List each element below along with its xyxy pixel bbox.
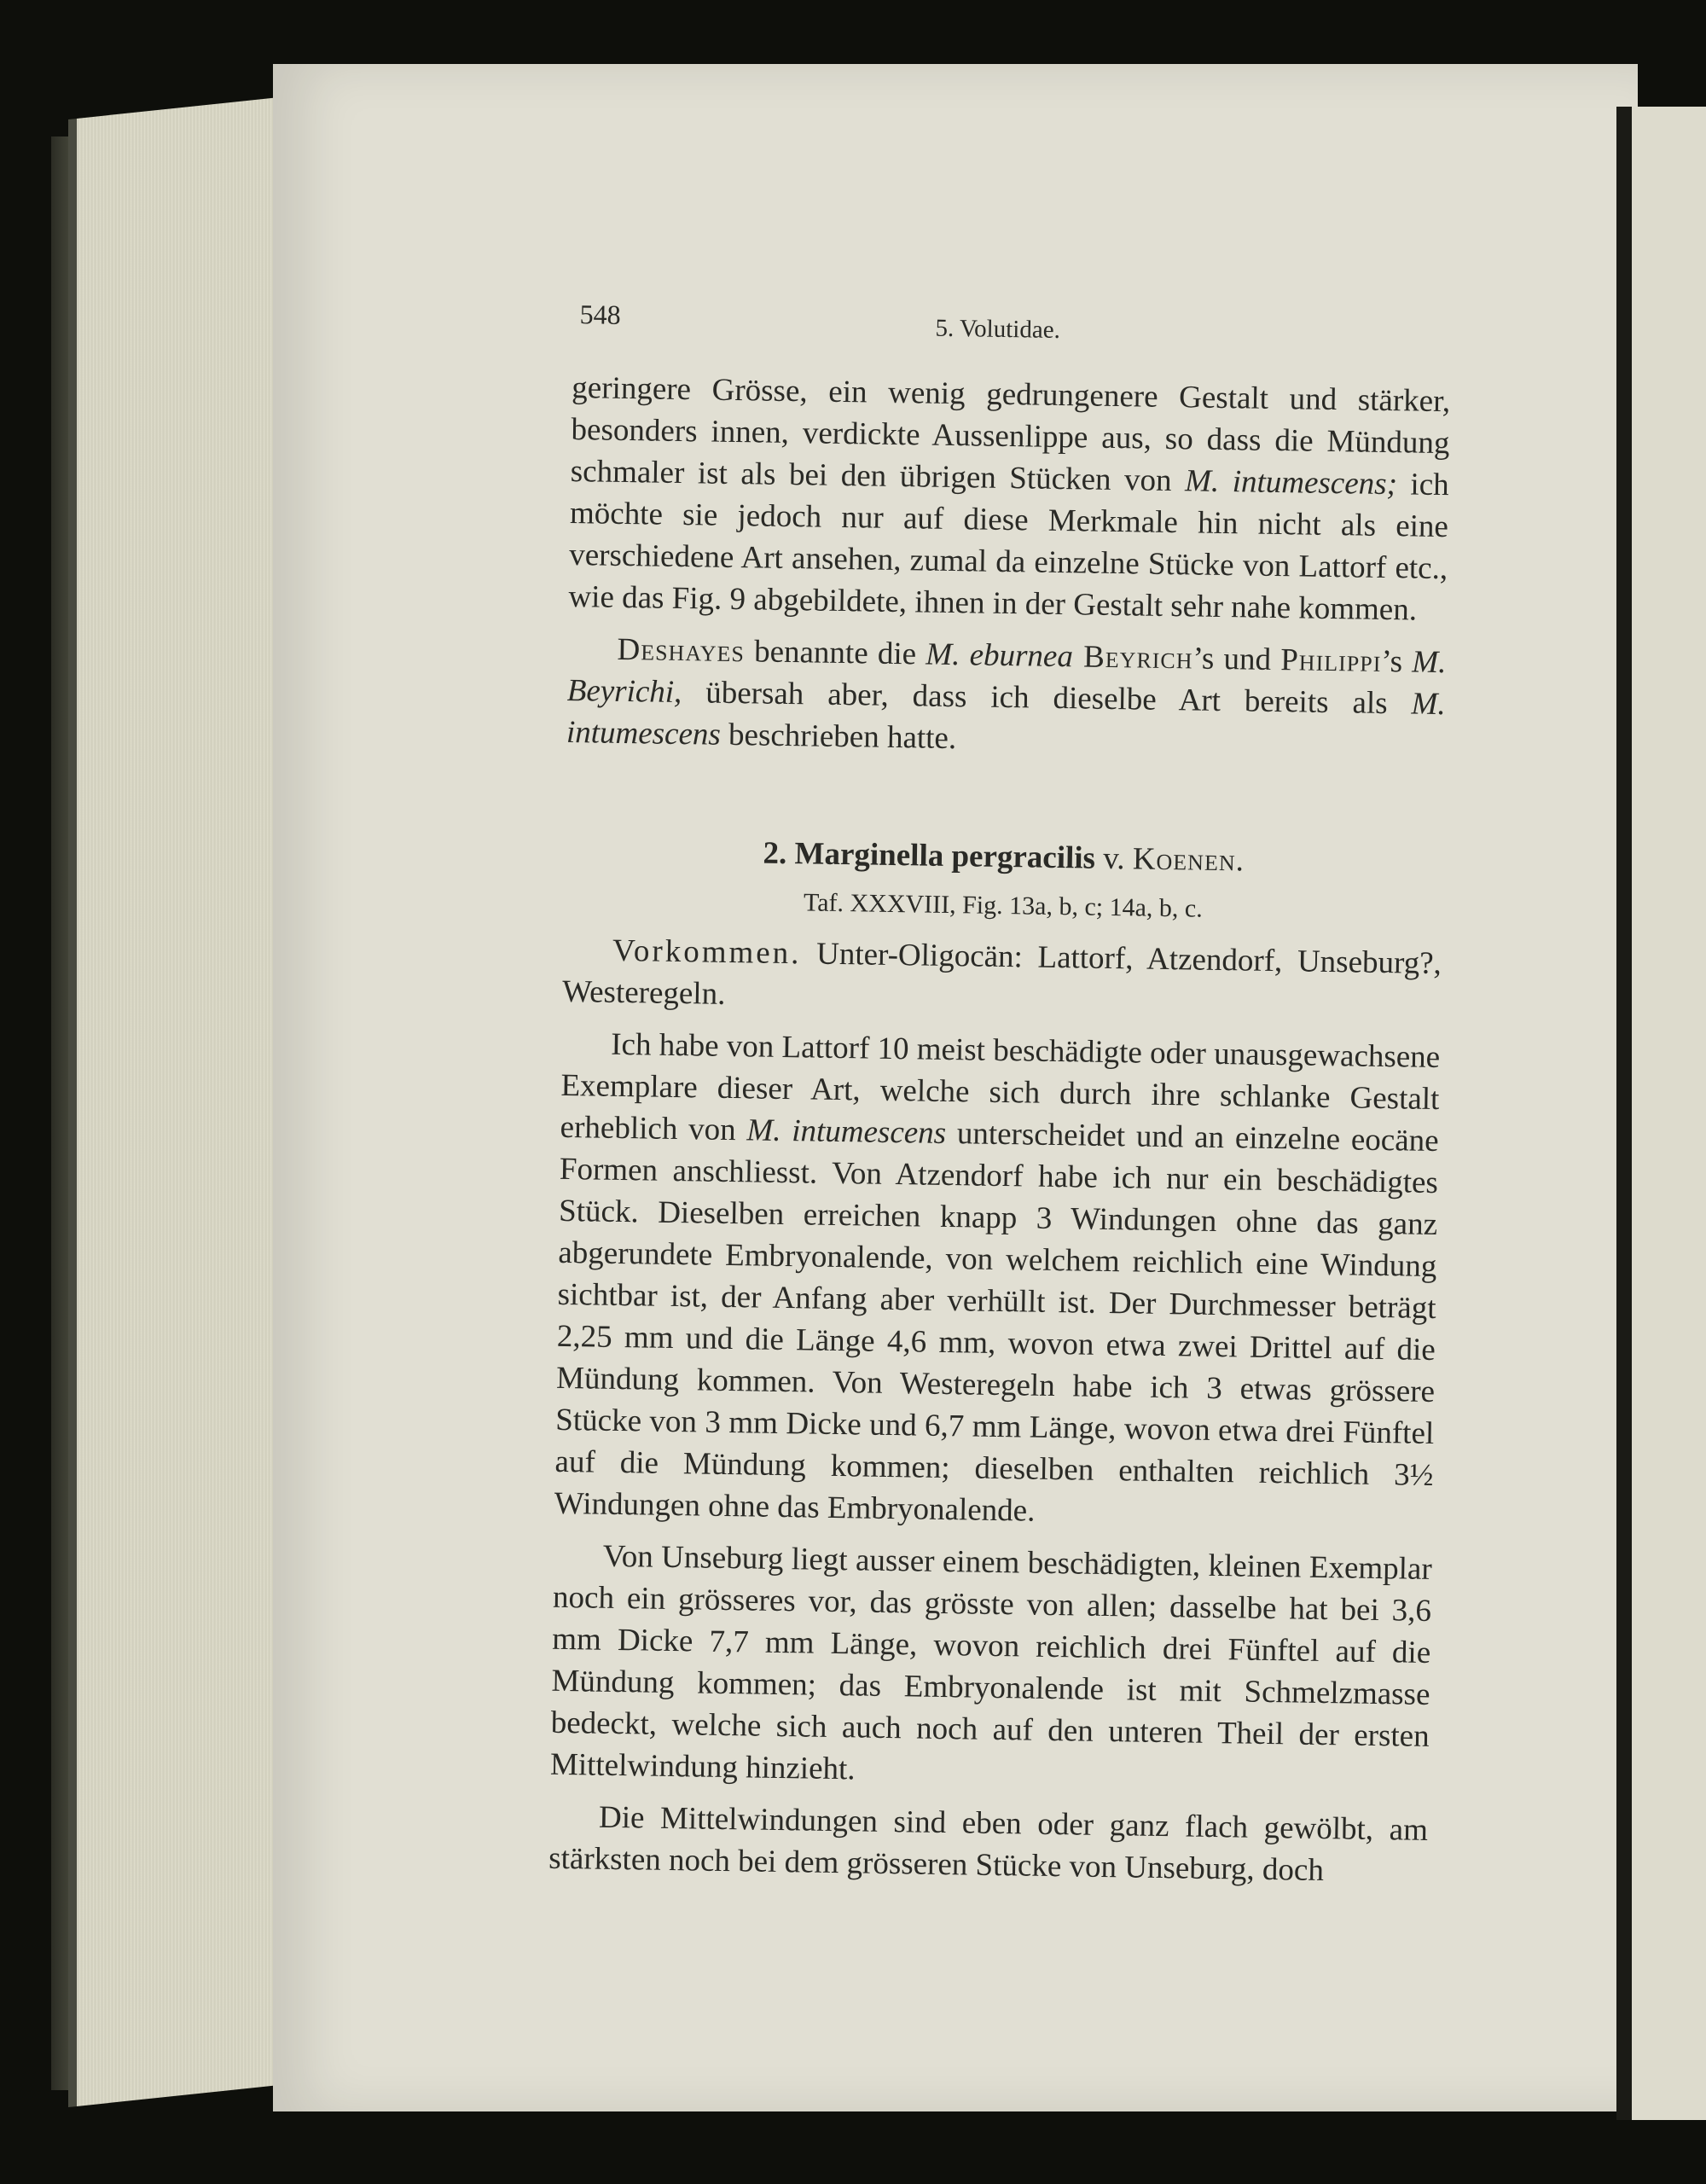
right-page-edge: [1616, 107, 1706, 2120]
page-number: 548: [579, 299, 621, 330]
text-run: übersah aber, dass ich dieselbe Art bereits als: [682, 675, 1412, 722]
text-run: beschrieben hatte.: [720, 717, 957, 757]
text-run: ’s und: [1192, 641, 1281, 678]
plate-reference: Taf. XXXVIII, Fig. 13a, b, c; 14a, b, c.: [803, 888, 1204, 923]
paragraph-lattorf: [554, 1023, 1440, 1538]
vorkommen-label: Vorkommen.: [612, 932, 802, 972]
paragraph-deshayes: [566, 628, 1447, 767]
text-run: unterscheidet und an einzelne eocäne Formen anschliesst. Von Atzendorf habe ich nur ein beschädigtes Stück. Dieselben erreichen knapp 3 Windungen ohne das ganz abgerundete Embryonalende, von welchem reichlich eine Windung sichtbar ist, der Anfang aber verhüllt ist. Der Durchmesser beträgt 2,25 mm und die Länge 4,6 mm, wovon etwa zwei Drittel auf die Mündung kommen. Von Westeregeln habe ich 3 etwas grössere Stücke von 3 mm Dicke und 6,7 mm Länge, wovon etwa drei Fünftel auf die Mündung kommen; dieselben enthalten reichlich 3½ Windungen ohne das Embryonalende.: [554, 1115, 1439, 1529]
text-run: ich möchte sie jedoch nur auf diese Merkmale hin nicht als eine verschiedene Art ansehen, zumal da einzelne Stücke von Lattorf etc., wie das Fig. 9 abgebildete, ihnen in der Gestalt sehr nahe kommen.: [568, 467, 1449, 628]
section-title: [564, 828, 1443, 886]
paragraph-unseburg: Von Unseburg liegt ausser einem beschädigten, kleinen Exemplar noch ein grösseres vor, das grösste von allen; dasselbe hat bei 3,6 mm Dicke 7,7 mm Länge, wovon reichlich drei Fünftel auf die Mündung kommen; das Embryonalende ist mit Schmelzmasse bedeckt, welche sich auch noch auf den unteren Theil der ersten Mittelwindung hinzieht.: [549, 1538, 1433, 1787]
species-name: M. intumescens: [746, 1112, 947, 1151]
species-name: M. Beyrichi,: [566, 644, 1447, 711]
species-name: M. intumescens: [566, 686, 1446, 752]
author-name: Koenen.: [1132, 841, 1245, 879]
author-prefix: v.: [1094, 840, 1134, 877]
species-name: M. intumescens;: [1184, 463, 1398, 502]
text-run: Unter-Oligocän: Lattorf, Atzendorf, Unseburg?, Westeregeln.: [561, 936, 1442, 1012]
author-name: Deshayes: [617, 631, 746, 670]
species-name: M. eburnea: [926, 636, 1074, 675]
paragraph-vorkommen: [562, 929, 1442, 1026]
section-number: 2.: [763, 835, 787, 872]
text-run: ’s: [1381, 643, 1413, 680]
species-title: Marginella pergracilis: [794, 836, 1096, 876]
author-name: Beyrich: [1072, 639, 1193, 677]
text-run: geringere Grösse, ein wenig gedrungenere Gestalt und stärker, besonders innen, verdickte Aussenlippe aus, so dass die Mündung schmaler ist als bei den übrigen Stücken von: [570, 369, 1451, 499]
paragraph-continuation: [568, 367, 1450, 631]
running-head: 5. Volutidae.: [935, 314, 1061, 344]
page-edges: [68, 96, 299, 2107]
author-name: Philippi: [1280, 642, 1382, 679]
text-run: Ich habe von Lattorf 10 meist beschädigte oder unausgewachsene Exemplare dieser Art, welche sich durch ihre schlanke Gestalt erheblich von: [560, 1026, 1441, 1148]
paragraph-mittelwindungen: Die Mittelwindungen sind eben oder ganz flach gewölbt, am stärksten noch bei dem grösseren Stücke von Unseburg, doch: [548, 1799, 1429, 1889]
page-text-block: [548, 299, 1452, 1893]
text-run: benannte die: [744, 634, 926, 672]
